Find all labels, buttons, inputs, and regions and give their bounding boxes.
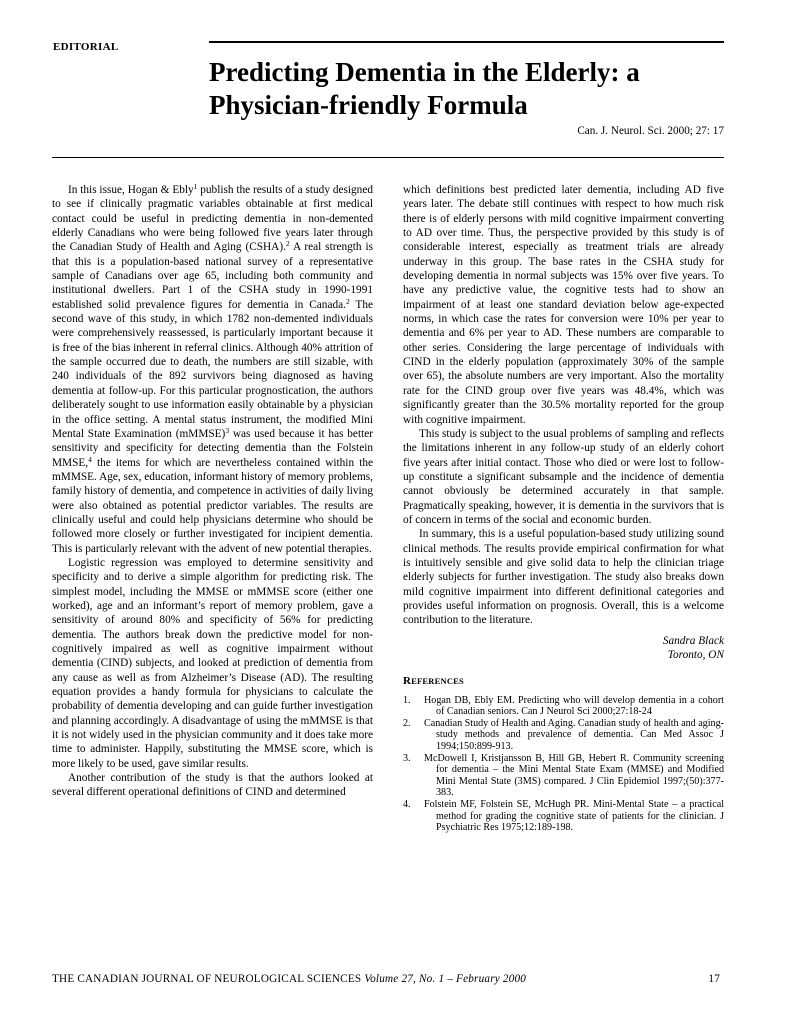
reference-text: McDowell I, Kristjansson B, Hill GB, Hebert R. Community screening for dementia – the Mini Mental State Exam (MMSE) and Modified Mini Mental State (3MS) compared. J Clin Epidemiol 1997;(50):377-383. xyxy=(424,752,724,799)
author-name: Sandra Black xyxy=(662,634,724,647)
reference-item xyxy=(403,753,724,799)
page-number: 17 xyxy=(708,973,720,985)
references-heading-rest: EFERENCES xyxy=(411,676,464,687)
text-run: The second wave of this study, in which 1782 non-demented individuals were comprehensively reassessed, is particularly important because it is free of the bias inherent in referral clinics. Although 40% attrition of the sample occurred due to death, the numbers are still sizable, with 240 individuals of the 892 survivors being diagnosed as having dementia at follow-up. For this particular prognostication, the authors deliberately sought to use information easily obtainable by a physician in the office setting. A mental status instrument, the modified Mini Mental State Examination (mMMSE) xyxy=(52,298,373,440)
article-title-line-2: Physician-friendly Formula xyxy=(209,90,528,120)
text-run: the items for which are nevertheless contained within the mMMSE. Age, sex, education, informant history of memory problems, family history of dementia, and competence in activities of daily living were also obtained as potential predictor variables. The results are clinically useful and could help physicians determine who should be followed more closely or further investigated for incipient dementia. This is particularly relevant with the advent of new potential therapies. xyxy=(52,456,373,555)
reference-number: 3. xyxy=(403,752,411,764)
reference-number: 1. xyxy=(403,694,411,706)
title-top-rule xyxy=(209,41,724,43)
reference-item xyxy=(403,799,724,834)
left-paragraph-2: Logistic regression was employed to determine sensitivity and specificity and to derive a simple algorithm for predicting risk. The simplest model, including the MMSE or mMMSE score (either one worked), age and an informant’s report of memory problem, gave a sensitivity of around 80% and specificity of 56% for predicting dementia. The authors break down the predictive model for non-cognitively impaired as well as cognitive impairment without dementia (CIND) subjects, and looked at prediction of dementia from any cause as well as from Alzheimer’s Disease (AD). The resulting equation provides a handy formula for physicians to calculate the probability of dementia developing and can guide further investigation and planning accordingly. A disadvantage of using the mMMSE is that it is not widely used in the physician community and it does take more time to administer. Happily, substituting the MMSE score, which is more likely to be used, gave similar results. xyxy=(52,556,373,770)
ref-superscript: 4 xyxy=(88,454,92,464)
article-title-line-1: Predicting Dementia in the Elderly: a xyxy=(209,57,640,87)
journal-citation: Can. J. Neurol. Sci. 2000; 27: 17 xyxy=(577,125,724,137)
article-title xyxy=(209,56,729,122)
right-paragraph-2: This study is subject to the usual problems of sampling and reflects the limitations inherent in any follow-up study of an elderly cohort five years after initial contact. Those who died or were lost to follow-up constitute a significant subsample and the incidence of dementia cannot obviously be determined accurately in that sample. Pragmatically speaking, however, it is dementia in the survivors that is of concern in terms of the social and economic burden. xyxy=(403,427,724,526)
reference-item xyxy=(403,695,724,718)
section-label: EDITORIAL xyxy=(53,41,119,53)
ref-superscript: 2 xyxy=(285,239,290,249)
references-heading xyxy=(403,674,724,688)
right-column xyxy=(403,183,724,834)
text-run: A real strength is that this is a population-based national survey of a representative sample of Canadians over age 65, including both community and institutional dwellers. Part 1 of the CSHA study in 1990-1991 established solid prevalence figures for dementia in Canada. xyxy=(52,241,373,311)
text-run: was used because it has better sensitivity and specificity for detecting dementia than the Folstein MMSE, xyxy=(52,427,373,469)
text-run: publish the results of a study designed to see if clinically pragmatic variables obtainable at first medical contact could be useful in predicting dementia in non-demented elderly Canadians who were being followed five years later through the Canadian Study of Health and Aging (CSHA). xyxy=(52,184,373,254)
left-column xyxy=(52,183,373,800)
header-divider xyxy=(52,157,724,158)
ref-superscript: 1 xyxy=(193,182,198,191)
right-paragraph-3: In summary, this is a useful population-based study utilizing sound clinical methods. The results provide empirical confirmation for what is intuitively sensible and give solid data to help the clinician triage elderly subjects for further investigation. The study also breaks down mild cognitive impairment into different definitional categories and provides useful information on prognosis. Overall, this is a welcome contribution to the literature. xyxy=(403,528,724,627)
footer-issue: Volume 27, No. 1 – February 2000 xyxy=(364,973,527,985)
reference-text: Folstein MF, Folstein SE, McHugh PR. Mini-Mental State – a practical method for grading the cognitive state of patients for the clinician. J Psychiatric Res 1975;12:189-198. xyxy=(424,799,724,834)
reference-item xyxy=(403,718,724,753)
author-location: Toronto, ON xyxy=(667,649,724,661)
ref-superscript: 3 xyxy=(225,425,230,435)
reference-text: Canadian Study of Health and Aging. Canadian study of health and aging-study methods and prevalence of dementia. Can Med Assoc J 1994;150:899-913. xyxy=(424,717,724,753)
left-paragraph-3: Another contribution of the study is that the authors looked at several different operational definitions of CIND and determined xyxy=(52,772,373,799)
footer-journal-name: THE CANADIAN JOURNAL OF NEUROLOGICAL SCIENCES xyxy=(52,973,362,985)
reference-number: 2. xyxy=(403,717,411,729)
right-paragraph-1: which definitions best predicted later dementia, including AD five years later. The debate still continues with respect to how much risk there is of elderly persons with mild cognitive impairment converting to AD over time. Thus, the perspective provided by this study is of considerable interest, especially as treatment trials are already underway in this group. The base rates in the CSHA study for developing dementia in normal subjects was 15% over five years. To have any predictive value, the cognitive tests had to show an impairment of at least one standard deviation below age-expected norms, in which case the rates for conversion were 10% per year to dementia and 6% per year to AD. These numbers are comparable to other series. Considering the large percentage of individuals with CIND in the elderly population (approximately 30% of the sample over 65), the absolute numbers are very important. Also the mortality rate for the CIND group over five years was 48.4%, which was significantly greater than the 30.5% mortality reported for the group with cognitive impairment. xyxy=(403,184,724,426)
references-list xyxy=(403,695,724,834)
ref-superscript: 2 xyxy=(345,296,350,306)
references-heading-initial: R xyxy=(403,675,412,688)
page-footer xyxy=(52,973,724,985)
left-paragraph-1 xyxy=(52,183,373,556)
reference-number: 4. xyxy=(403,799,411,811)
reference-text: Hogan DB, Ebly EM. Predicting who will develop dementia in a cohort of Canadian seniors. Can J Neurol Sci 2000;27:18-24 xyxy=(424,694,724,718)
text-run: In this issue, Hogan & Ebly xyxy=(68,184,194,196)
